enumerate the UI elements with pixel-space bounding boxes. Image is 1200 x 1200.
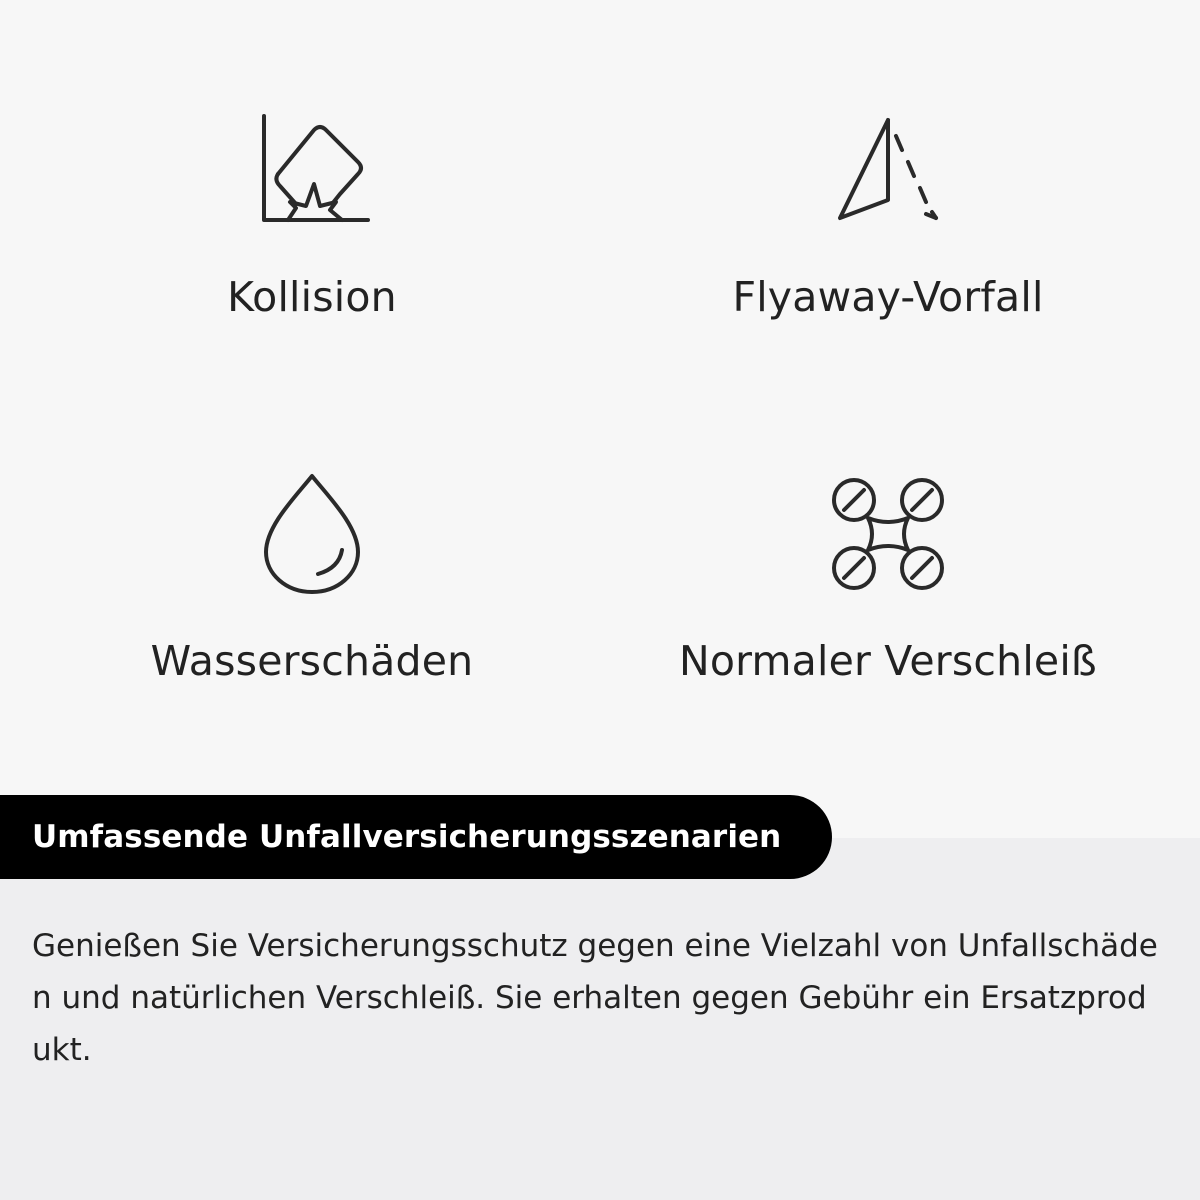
collision-icon bbox=[12, 112, 612, 242]
description-text: Genießen Sie Versicherungsschutz gegen eine Vielzahl von Unfallschäden und natürlichen Verschleiß. Sie erhalten gegen Gebühr ein Ersatzprodukt. bbox=[32, 928, 1158, 1068]
feature-label-wear-and-tear: Normaler Verschleiß bbox=[679, 637, 1097, 685]
section-title-banner bbox=[0, 795, 832, 879]
section-title: Umfassende Unfallversicherungsszenarien bbox=[32, 819, 782, 855]
water-drop-icon bbox=[12, 470, 612, 600]
feature-label-collision: Kollision bbox=[227, 273, 397, 321]
flyaway-icon bbox=[588, 114, 1188, 244]
feature-label-water-damage: Wasserschäden bbox=[150, 637, 474, 685]
feature-label-flyaway: Flyaway-Vorfall bbox=[732, 273, 1044, 321]
drone-icon bbox=[588, 474, 1188, 604]
